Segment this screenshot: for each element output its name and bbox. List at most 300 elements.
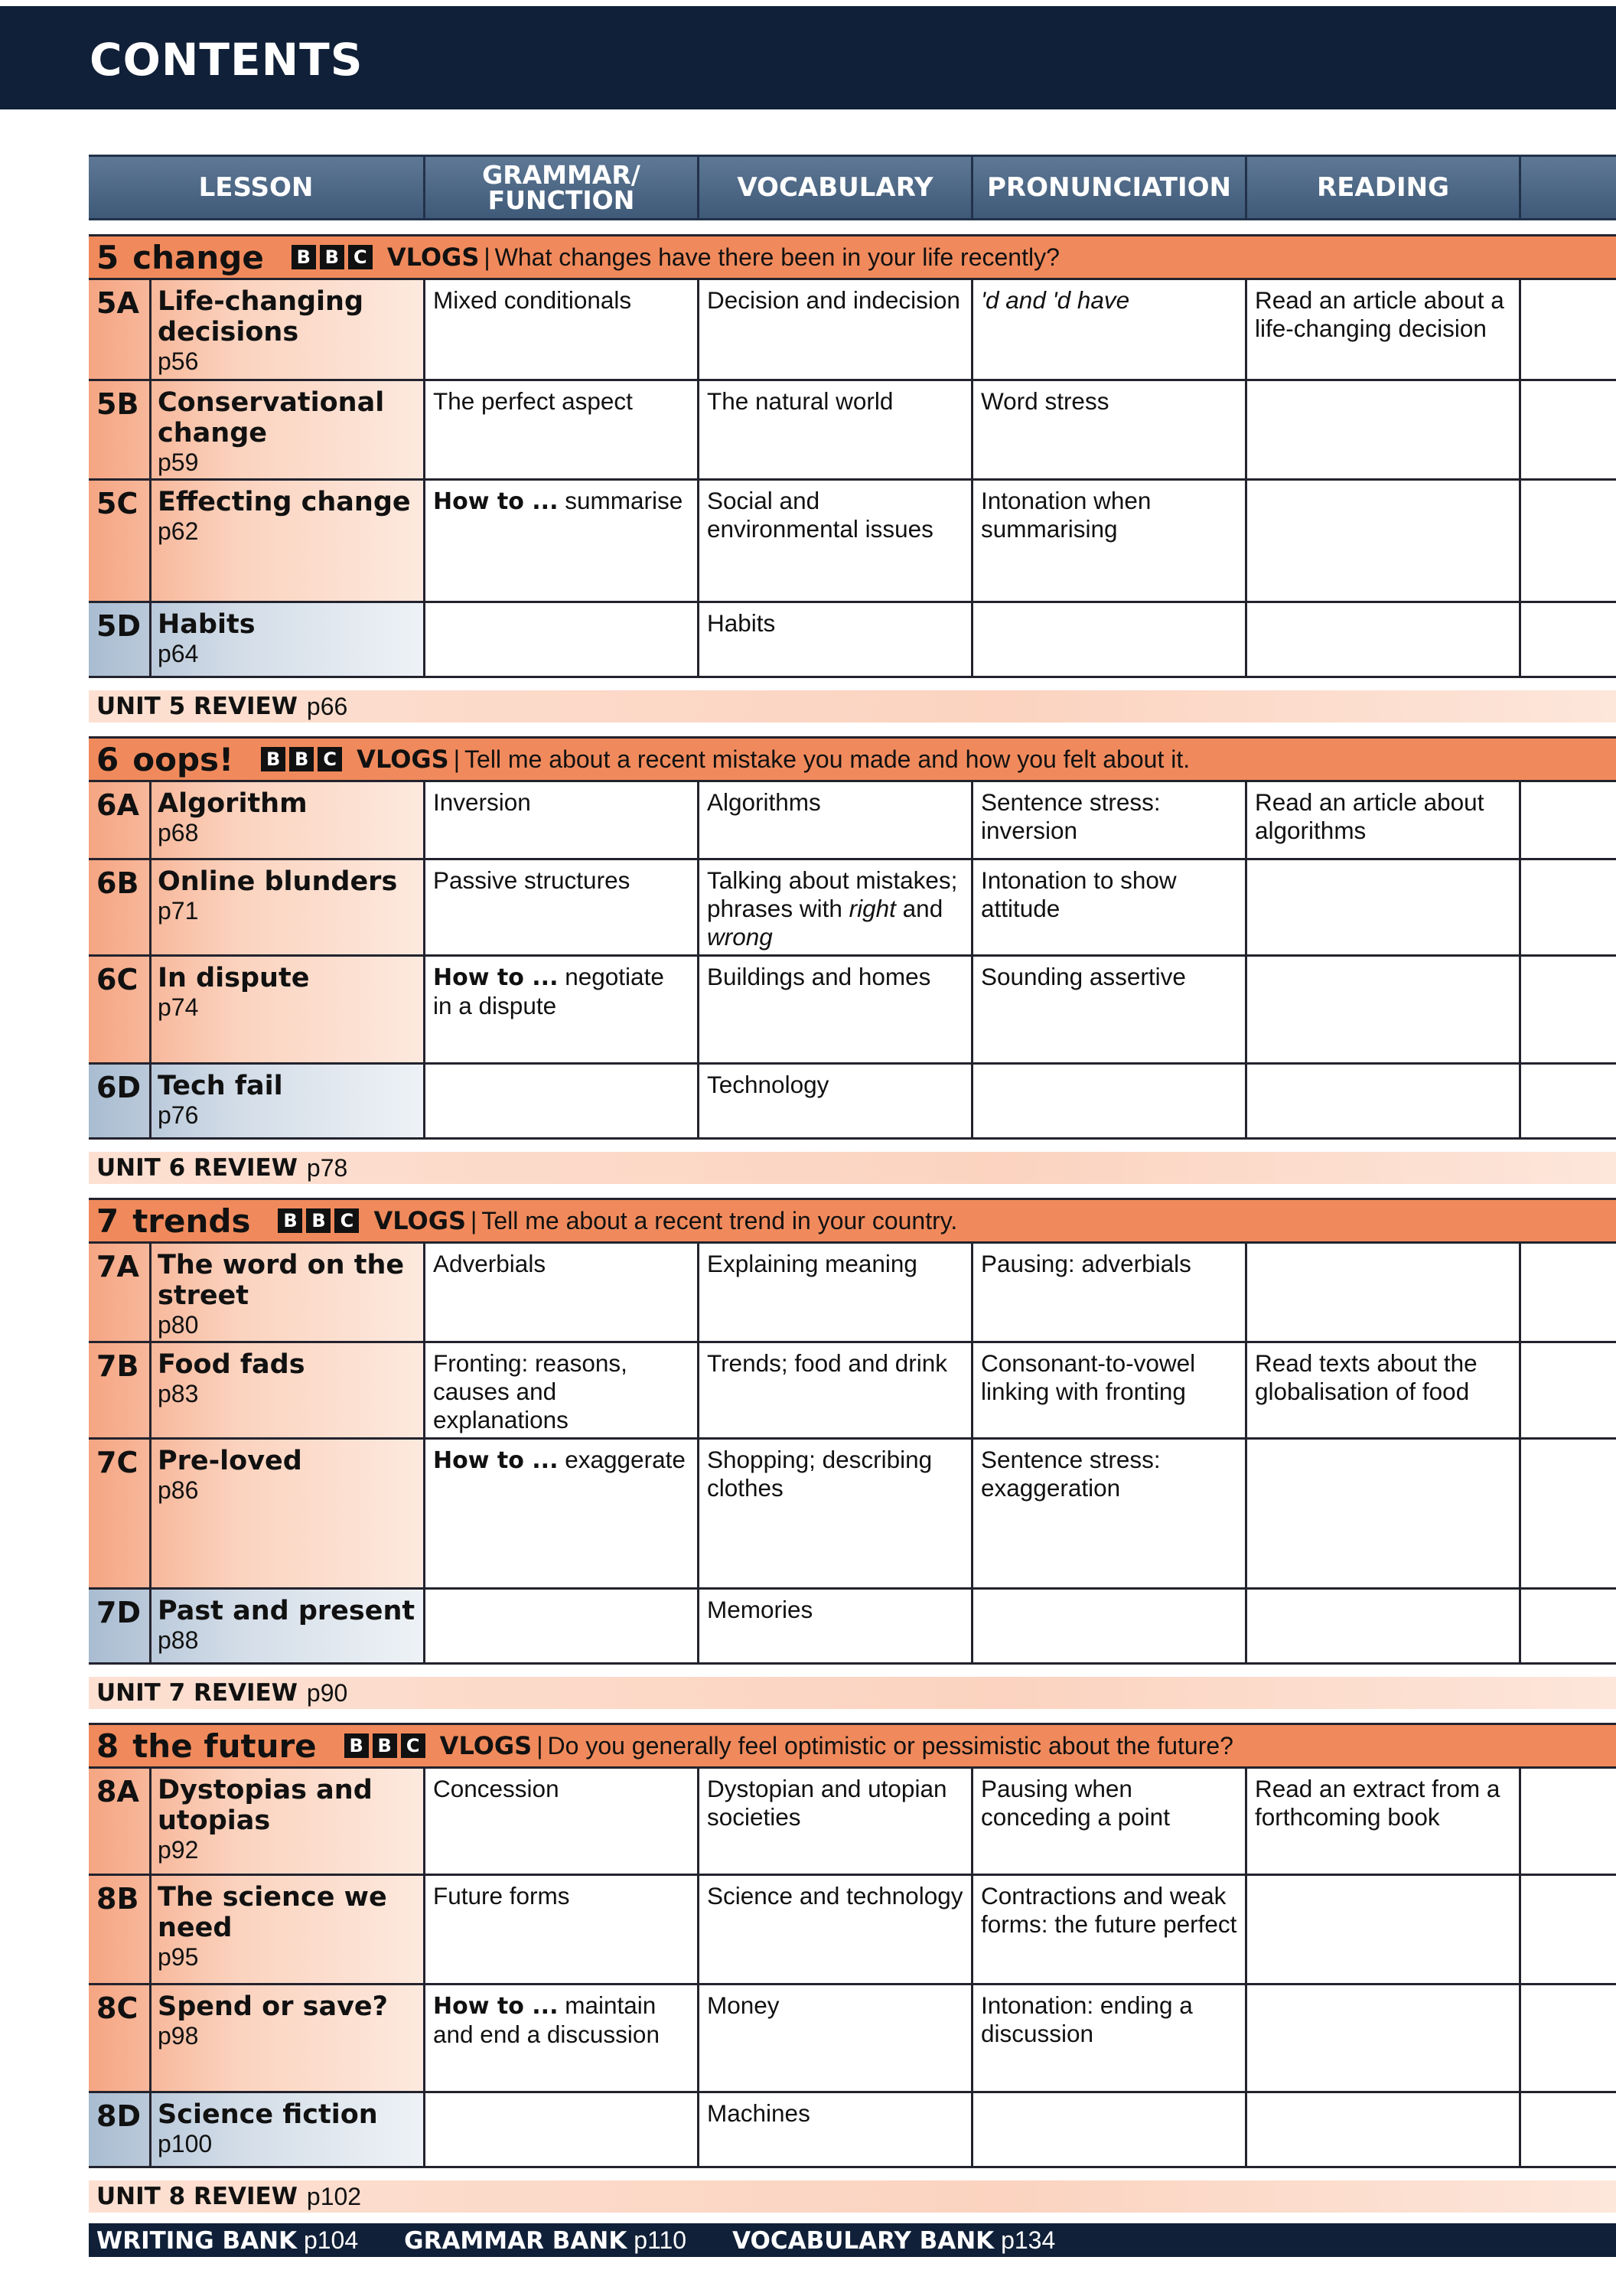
vlogs-label: VLOGS xyxy=(373,1206,467,1235)
lesson-page: p59 xyxy=(158,448,199,476)
reading-cell xyxy=(1247,1769,1521,1874)
bbc-logo xyxy=(261,747,346,771)
lesson-code: 5C xyxy=(89,481,152,601)
bank-label: WRITING BANK xyxy=(96,2226,298,2255)
lesson-title: Effecting change xyxy=(158,487,411,517)
pronunciation-cell xyxy=(973,1244,1247,1341)
grammar-cell xyxy=(425,860,699,954)
review-page: p78 xyxy=(306,1153,348,1182)
reading-text: Read an article about algorithms xyxy=(1255,788,1484,844)
lesson-row xyxy=(89,280,1616,381)
pronunciation-text: Word stress xyxy=(981,387,1109,415)
vocabulary-text: Talking about mistakes; phrases with xyxy=(707,866,958,922)
grammar-text: negotiate in a dispute xyxy=(433,963,664,1019)
grammar-cell xyxy=(425,481,699,601)
extra-cell xyxy=(1521,481,1616,601)
extra-cell xyxy=(1521,1440,1616,1587)
bbc-logo-letter: C xyxy=(318,747,342,771)
lesson-text xyxy=(152,1590,423,1662)
extra-cell xyxy=(1521,1769,1616,1874)
lesson-row xyxy=(89,381,1616,481)
bbc-logo-letter: C xyxy=(401,1733,425,1758)
bbc-logo-letter: C xyxy=(334,1208,359,1233)
lesson-text xyxy=(152,603,423,676)
extra-cell xyxy=(1521,381,1616,478)
reading-cell xyxy=(1247,1985,1521,2091)
lesson-cell[interactable] xyxy=(89,957,425,1062)
vocabulary-italic: wrong xyxy=(707,923,773,951)
how-to-label: How to ... xyxy=(433,1447,559,1474)
lesson-page: p62 xyxy=(158,517,199,545)
extra-cell xyxy=(1521,1244,1616,1341)
pronunciation-cell xyxy=(973,2093,1247,2166)
lesson-row xyxy=(89,957,1616,1065)
review-label: UNIT 5 REVIEW xyxy=(96,693,298,720)
grammar-cell xyxy=(425,603,699,676)
grammar-text: Mixed conditionals xyxy=(433,286,632,314)
separator: | xyxy=(536,1731,543,1760)
vocabulary-cell xyxy=(699,1343,973,1437)
bbc-logo-letter: B xyxy=(306,1208,331,1233)
unit-review[interactable] xyxy=(89,2180,1616,2213)
lesson-page: p83 xyxy=(158,1380,199,1407)
lesson-text xyxy=(152,860,423,954)
lesson-text xyxy=(152,2093,423,2166)
lesson-page: p74 xyxy=(158,993,199,1021)
grammar-cell xyxy=(425,381,699,478)
bbc-logo-letter: C xyxy=(348,245,373,269)
pronunciation-cell xyxy=(973,1065,1247,1137)
lesson-text xyxy=(152,1244,423,1341)
lesson-code: 6B xyxy=(89,860,152,954)
lesson-page: p95 xyxy=(158,1943,199,1971)
pronunciation-text: Intonation to show attitude xyxy=(981,866,1177,922)
vocabulary-text: Dystopian and utopian societies xyxy=(707,1775,947,1831)
grammar-text: maintain and end a discussion xyxy=(433,1991,660,2048)
unit-number: 5 xyxy=(96,238,119,276)
reading-cell xyxy=(1247,603,1521,676)
vlogs-label: VLOGS xyxy=(439,1731,533,1760)
vocabulary-text: Technology xyxy=(707,1071,829,1098)
lesson-title: Life-changing decisions xyxy=(158,286,364,347)
bbc-logo-letter: B xyxy=(261,747,285,771)
lesson-title: Spend or save? xyxy=(158,1991,388,2022)
vocabulary-cell xyxy=(699,481,973,601)
lesson-row xyxy=(89,2093,1616,2168)
lesson-row xyxy=(89,1065,1616,1140)
vocabulary-text: Memories xyxy=(707,1596,813,1623)
vocabulary-text: Trends; food and drink xyxy=(707,1349,948,1377)
extra-cell xyxy=(1521,1343,1616,1437)
extra-cell xyxy=(1521,782,1616,858)
lesson-text xyxy=(152,1440,423,1587)
vocabulary-cell xyxy=(699,603,973,676)
lesson-page: p56 xyxy=(158,347,199,375)
lesson-title: Algorithm xyxy=(158,788,308,819)
unit-title: oops! xyxy=(132,740,234,778)
lesson-title: In dispute xyxy=(158,963,310,993)
grammar-cell xyxy=(425,1343,699,1437)
pronunciation-cell xyxy=(973,381,1247,478)
lesson-title: Past and present xyxy=(158,1596,415,1626)
vocabulary-cell xyxy=(699,782,973,858)
lesson-page: p98 xyxy=(158,2022,199,2050)
unit-review[interactable] xyxy=(89,1152,1616,1184)
vocabulary-text: Buildings and homes xyxy=(707,963,931,990)
lesson-page: p68 xyxy=(158,819,199,846)
lesson-title: The science we need xyxy=(158,1882,387,1943)
lesson-title: Food fads xyxy=(158,1349,305,1380)
grammar-cell xyxy=(425,1769,699,1874)
vocabulary-italic: right xyxy=(849,895,896,922)
reading-cell xyxy=(1247,1440,1521,1587)
lesson-row xyxy=(89,1985,1616,2093)
lesson-cell[interactable] xyxy=(89,860,425,954)
lesson-cell[interactable] xyxy=(89,280,425,379)
reading-text: Read an extract from a forthcoming book xyxy=(1255,1775,1500,1831)
bbc-logo xyxy=(292,245,376,269)
lesson-row xyxy=(89,860,1616,957)
grammar-cell xyxy=(425,782,699,858)
lesson-text xyxy=(152,1769,423,1874)
vocabulary-cell xyxy=(699,957,973,1062)
extra-cell xyxy=(1521,1065,1616,1137)
lesson-row xyxy=(89,1590,1616,1665)
lesson-page: p76 xyxy=(158,1101,199,1129)
grammar-cell xyxy=(425,1065,699,1137)
unit-title: the future xyxy=(132,1727,317,1765)
lesson-code: 8A xyxy=(89,1769,152,1874)
reading-cell xyxy=(1247,481,1521,601)
grammar-cell xyxy=(425,2093,699,2166)
pronunciation-text: Intonation when summarising xyxy=(981,487,1152,543)
pronunciation-cell xyxy=(973,1985,1247,2091)
reading-cell xyxy=(1247,1343,1521,1437)
lesson-text xyxy=(152,1343,423,1437)
reading-cell xyxy=(1247,2093,1521,2166)
vocabulary-text: The natural world xyxy=(707,387,894,415)
lesson-row xyxy=(89,1876,1616,1985)
reading-cell xyxy=(1247,957,1521,1062)
vocabulary-text: Social and environmental issues xyxy=(707,487,933,543)
bank-page: p110 xyxy=(634,2226,687,2254)
grammar-cell xyxy=(425,957,699,1062)
page-title: CONTENTS xyxy=(90,34,363,86)
vocabulary-text: Explaining meaning xyxy=(707,1250,917,1277)
vocabulary-text: Science and technology xyxy=(707,1882,963,1910)
lesson-page: p71 xyxy=(158,897,199,925)
vocabulary-text: Money xyxy=(707,1991,780,2019)
how-to-label: How to ... xyxy=(433,488,559,515)
grammar-cell xyxy=(425,1590,699,1662)
pronunciation-cell xyxy=(973,1590,1247,1662)
header-grammar: GRAMMAR/ FUNCTION xyxy=(425,157,699,218)
extra-cell xyxy=(1521,1876,1616,1983)
pronunciation-cell xyxy=(973,1876,1247,1983)
lesson-title: Dystopias and utopias xyxy=(158,1775,373,1836)
vocabulary-cell xyxy=(699,1769,973,1874)
header-extra xyxy=(1521,157,1616,218)
lesson-cell[interactable] xyxy=(89,782,425,858)
grammar-text: The perfect aspect xyxy=(433,387,633,415)
header-reading: READING xyxy=(1247,157,1521,218)
vocabulary-cell xyxy=(699,2093,973,2166)
extra-cell xyxy=(1521,860,1616,954)
grammar-text: summarise xyxy=(565,487,683,514)
header-vocabulary: VOCABULARY xyxy=(699,157,973,218)
vocabulary-cell xyxy=(699,860,973,954)
lesson-text xyxy=(152,280,423,379)
vocabulary-cell xyxy=(699,1590,973,1662)
grammar-cell xyxy=(425,1876,699,1983)
reading-cell xyxy=(1247,1876,1521,1983)
unit-header xyxy=(89,736,1616,782)
bbc-logo-letter: B xyxy=(278,1208,302,1233)
grammar-text: exaggerate xyxy=(565,1446,686,1473)
how-to-label: How to ... xyxy=(433,964,559,991)
pronunciation-cell xyxy=(973,860,1247,954)
grammar-cell xyxy=(425,1985,699,2091)
bbc-logo xyxy=(344,1733,429,1758)
lesson-cell[interactable] xyxy=(89,1343,425,1437)
lesson-page: p80 xyxy=(158,1311,199,1339)
unit-number: 7 xyxy=(96,1202,119,1240)
bbc-logo-letter: B xyxy=(344,1733,369,1758)
bbc-logo-letter: B xyxy=(292,245,316,269)
pronunciation-cell xyxy=(973,1440,1247,1587)
unit-review[interactable] xyxy=(89,1677,1616,1709)
lesson-row xyxy=(89,603,1616,678)
lesson-row xyxy=(89,782,1616,860)
unit-title: trends xyxy=(132,1202,251,1240)
bank-label: GRAMMAR BANK xyxy=(404,2226,627,2255)
how-to-label: How to ... xyxy=(433,1993,559,2020)
pronunciation-cell xyxy=(973,782,1247,858)
review-page: p90 xyxy=(306,1678,348,1707)
lesson-code: 7C xyxy=(89,1440,152,1587)
vlogs-question: Do you generally feel optimistic or pessimistic about the future? xyxy=(547,1731,1233,1760)
vlogs-label: VLOGS xyxy=(357,745,449,774)
unit-header xyxy=(89,1198,1616,1244)
lesson-cell[interactable] xyxy=(89,603,425,676)
lesson-cell[interactable] xyxy=(89,1769,425,1874)
pronunciation-text: Pausing: adverbials xyxy=(981,1250,1191,1277)
vlogs-question: Tell me about a recent mistake you made and how you felt about it. xyxy=(464,745,1191,773)
extra-cell xyxy=(1521,603,1616,676)
bbc-logo xyxy=(278,1208,363,1233)
header-pronunciation: PRONUNCIATION xyxy=(973,157,1247,218)
reading-cell xyxy=(1247,1065,1521,1137)
pronunciation-text: Sentence stress: exaggeration xyxy=(981,1446,1161,1502)
lesson-cell[interactable] xyxy=(89,1590,425,1662)
pronunciation-text: Pausing when conceding a point xyxy=(981,1775,1170,1831)
review-page: p102 xyxy=(306,2182,362,2210)
lesson-row xyxy=(89,481,1616,603)
lesson-title: Science fiction xyxy=(158,2099,378,2130)
grammar-text: Future forms xyxy=(433,1882,570,1910)
lesson-row xyxy=(89,1244,1616,1343)
lesson-text xyxy=(152,1876,423,1983)
vlogs-question: What changes have there been in your life recently? xyxy=(494,243,1060,271)
extra-cell xyxy=(1521,957,1616,1062)
lesson-text xyxy=(152,1985,423,2091)
pronunciation-text: Sounding assertive xyxy=(981,963,1186,990)
table-header xyxy=(89,155,1616,220)
reading-cell xyxy=(1247,782,1521,858)
extra-cell xyxy=(1521,280,1616,379)
pronunciation-cell xyxy=(973,280,1247,379)
unit-header xyxy=(89,1723,1616,1769)
review-label: UNIT 6 REVIEW xyxy=(96,1154,298,1182)
lesson-code: 5A xyxy=(89,280,152,379)
lesson-code: 8D xyxy=(89,2093,152,2166)
reading-cell xyxy=(1247,1590,1521,1662)
lesson-cell[interactable] xyxy=(89,1065,425,1137)
pronunciation-text: Sentence stress: inversion xyxy=(981,788,1161,844)
lesson-cell[interactable] xyxy=(89,1440,425,1587)
reading-cell xyxy=(1247,860,1521,954)
pronunciation-cell xyxy=(973,603,1247,676)
pronunciation-cell xyxy=(973,1769,1247,1874)
bank-link[interactable] xyxy=(404,2226,686,2255)
lesson-page: p92 xyxy=(158,1836,199,1864)
pronunciation-text: Consonant-to-vowel linking with fronting xyxy=(981,1349,1196,1405)
review-page: p66 xyxy=(306,692,348,720)
lesson-code: 8C xyxy=(89,1985,152,2091)
lesson-page: p88 xyxy=(158,1626,199,1654)
review-label: UNIT 8 REVIEW xyxy=(96,2183,298,2210)
bank-page: p134 xyxy=(1001,2226,1056,2254)
lesson-page: p86 xyxy=(158,1476,199,1504)
vocabulary-text: Habits xyxy=(707,609,776,637)
bbc-logo-letter: B xyxy=(373,1733,397,1758)
vocabulary-cell xyxy=(699,280,973,379)
lesson-row xyxy=(89,1769,1616,1876)
lesson-code: 6C xyxy=(89,957,152,1062)
lesson-cell[interactable] xyxy=(89,381,425,478)
lesson-code: 8B xyxy=(89,1876,152,1983)
lesson-code: 6D xyxy=(89,1065,152,1137)
lesson-cell[interactable] xyxy=(89,2093,425,2166)
pronunciation-cell xyxy=(973,957,1247,1062)
lesson-code: 7B xyxy=(89,1343,152,1437)
reading-cell xyxy=(1247,1244,1521,1341)
lesson-page: p100 xyxy=(158,2130,213,2157)
vocabulary-cell xyxy=(699,1244,973,1341)
lesson-code: 5D xyxy=(89,603,152,676)
grammar-cell xyxy=(425,1244,699,1341)
reading-text: Read texts about the globalisation of food xyxy=(1255,1349,1478,1405)
separator: | xyxy=(484,243,490,271)
bbc-logo-letter: B xyxy=(320,245,344,269)
bank-page: p104 xyxy=(303,2226,359,2254)
lesson-text xyxy=(152,481,423,601)
lesson-code: 7A xyxy=(89,1244,152,1341)
lesson-code: 6A xyxy=(89,782,152,858)
pronunciation-cell xyxy=(973,1343,1247,1437)
grammar-text: Inversion xyxy=(433,788,531,816)
review-label: UNIT 7 REVIEW xyxy=(96,1679,298,1707)
lesson-code: 5B xyxy=(89,381,152,478)
vocabulary-cell xyxy=(699,1440,973,1587)
vocabulary-cell xyxy=(699,1065,973,1137)
separator: | xyxy=(453,745,461,773)
lesson-cell[interactable] xyxy=(89,1244,425,1341)
lesson-text xyxy=(152,1065,423,1137)
lesson-title: Conservational change xyxy=(158,387,385,448)
vocabulary-text: Shopping; describing clothes xyxy=(707,1446,933,1502)
vlogs-question: Tell me about a recent trend in your country. xyxy=(481,1206,958,1234)
lesson-cell[interactable] xyxy=(89,481,425,601)
lesson-title: Tech fail xyxy=(158,1071,283,1101)
bank-link[interactable] xyxy=(732,2226,1055,2255)
reading-cell xyxy=(1247,381,1521,478)
extra-cell xyxy=(1521,1985,1616,2091)
bank-link[interactable] xyxy=(96,2226,358,2255)
vocabulary-cell xyxy=(699,1876,973,1983)
pronunciation-cell xyxy=(973,481,1247,601)
separator: | xyxy=(471,1206,477,1234)
lesson-cell[interactable] xyxy=(89,1985,425,2091)
lesson-title: The word on the street xyxy=(158,1250,405,1311)
contents-table xyxy=(89,155,1616,2257)
vocabulary-cell xyxy=(699,381,973,478)
lesson-page: p64 xyxy=(158,640,199,667)
grammar-text: Fronting: reasons, causes and explanations xyxy=(433,1349,627,1433)
grammar-cell xyxy=(425,1440,699,1587)
grammar-cell xyxy=(425,280,699,379)
grammar-text: Passive structures xyxy=(433,866,630,894)
unit-header xyxy=(89,234,1616,280)
lesson-code: 7D xyxy=(89,1590,152,1662)
reading-text: Read an article about a life-changing decision xyxy=(1255,286,1504,342)
lesson-cell[interactable] xyxy=(89,1876,425,1983)
lesson-title: Online blunders xyxy=(158,866,398,897)
header-lesson: LESSON xyxy=(89,157,425,218)
units-container xyxy=(89,234,1616,2213)
lesson-text xyxy=(152,782,423,858)
bank-label: VOCABULARY BANK xyxy=(732,2226,995,2255)
vocabulary-cell xyxy=(699,1985,973,2091)
unit-review[interactable] xyxy=(89,690,1616,722)
unit-number: 6 xyxy=(96,740,119,778)
vocabulary-text: Decision and indecision xyxy=(707,286,960,314)
grammar-text: Adverbials xyxy=(433,1250,546,1277)
pronunciation-text: 'd and 'd have xyxy=(981,286,1130,314)
lesson-title: Habits xyxy=(158,609,256,640)
lesson-row xyxy=(89,1440,1616,1590)
pronunciation-text: Contractions and weak forms: the future perfect xyxy=(981,1882,1237,1938)
grammar-text: Concession xyxy=(433,1775,559,1802)
extra-cell xyxy=(1521,1590,1616,1662)
reading-cell xyxy=(1247,280,1521,379)
extra-cell xyxy=(1521,2093,1616,2166)
vlogs-label: VLOGS xyxy=(386,243,480,272)
lesson-title: Pre-loved xyxy=(158,1446,302,1476)
unit-number: 8 xyxy=(96,1727,119,1765)
pronunciation-text: Intonation: ending a discussion xyxy=(981,1991,1193,2047)
lesson-text xyxy=(152,957,423,1062)
banks-bar xyxy=(89,2223,1616,2257)
lesson-row xyxy=(89,1343,1616,1440)
unit-title: change xyxy=(132,238,264,276)
contents-banner xyxy=(0,6,1616,109)
vocabulary-text: Machines xyxy=(707,2099,810,2127)
lesson-text xyxy=(152,381,423,478)
vocabulary-text: Algorithms xyxy=(707,788,821,816)
bbc-logo-letter: B xyxy=(289,747,314,771)
vocabulary-text: and xyxy=(902,895,943,922)
